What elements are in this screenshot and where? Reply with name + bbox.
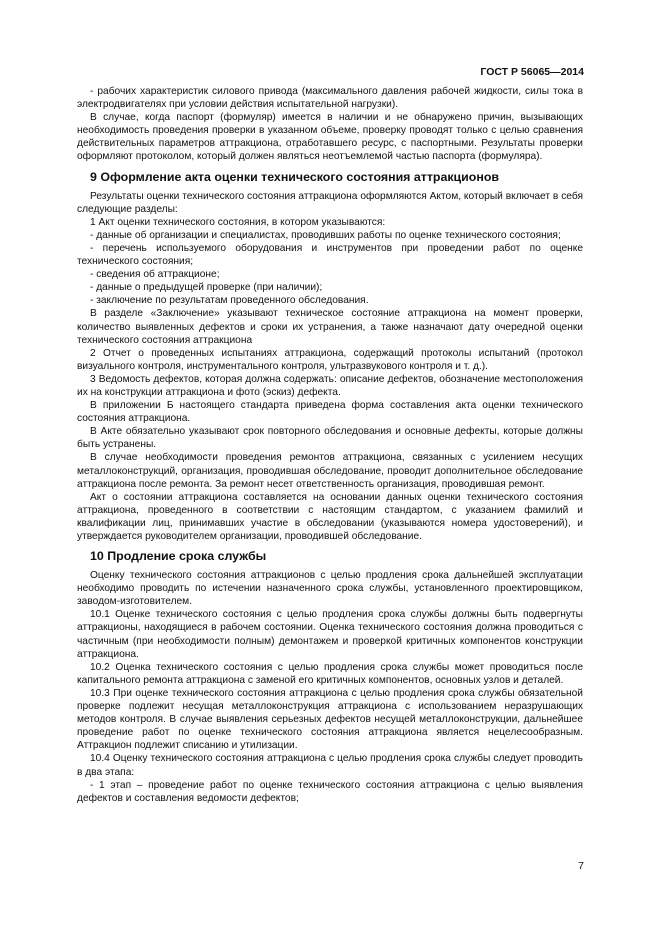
page-number: 7 [578, 860, 584, 872]
paragraph: - рабочих характеристик силового привода (максимального давления рабочей жидкости, силы тока в электродвигателях при условии действия испытательной нагрузки). [77, 86, 583, 111]
paragraph: 1 Акт оценки технического состояния, в котором указываются: [90, 216, 386, 228]
paragraph: В случае, когда паспорт (формуляр) имеется в наличии и не обнаружено причин, вызывающих необходимость проведения проверки в указанном объеме, проверку проводят только с целью сравнения действительных параметров аттракциона, отработавшего ресурс, с паспортными. Результаты проверки оформляют протоколом, который должен являться неотъемлемой частью паспорта (формуляра). [77, 112, 583, 163]
section-heading: 9 Оформление акта оценки технического состояния аттракционов [90, 169, 500, 184]
paragraph: В разделе «Заключение» указывают техническое состояние аттракциона на момент проверки, количество выявленных дефектов и сроки их устранения, а также назначают дату очередной оценки технического состояния аттракциона [77, 308, 583, 346]
paragraph: Оценку технического состояния аттракционов с целью продления срока дальнейшей эксплуатации необходимо проводить по истечении назначенного срока службы, установленного проектировщиком, заводом-изготовителем. [77, 570, 583, 608]
paragraph: 10.3 При оценке технического состояния аттракциона с целью продления срока службы обязательной проверке подлежит несущая металлоконструкция аттракциона с использованием неразрушающих методов контроля. В случае выявления серьезных дефектов несущей металлоконструкции, дальнейшее проведение работ по оценке технического состояния аттракциона является нецелесообразным. Аттракцион подлежит списанию и утилизации. [77, 687, 583, 752]
list-item: - сведения об аттракционе; [90, 269, 220, 281]
paragraph: Результаты оценки технического состояния аттракциона оформляются Актом, который включает в себя следующие разделы: [77, 190, 583, 215]
standard-code-header: ГОСТ Р 56065—2014 [480, 66, 584, 78]
list-item: - данные о предыдущей проверке (при наличии); [90, 282, 323, 294]
paragraph: 10.2 Оценка технического состояния с целью продления срока службы может проводиться после капитального ремонта аттракциона с заменой его критичных компонентов, основных узлов и деталей. [77, 661, 583, 686]
document-body [77, 85, 583, 805]
paragraph: Акт о состоянии аттракциона составляется на основании данных оценки технического состояния аттракциона, проведенного в соответствии с настоящим стандартом, с указанием фамилий и квалификации лиц, принимавших участие в обследовании (указываются номера удостоверений), и утверждается руководителем организации, проводившей обследование. [77, 491, 583, 542]
paragraph: В случае необходимости проведения ремонтов аттракциона, связанных с усилением несущих металлоконструкций, организация, проводившая обследование, проводит дополнительное обследование аттракциона после ремонта. За ремонт несет ответственность организация, проводившая ремонт. [77, 452, 583, 490]
paragraph: 2 Отчет о проведенных испытаниях аттракциона, содержащий протоколы испытаний (протокол визуального контроля, инструментального контроля, ультразвукового контроля и т. д.). [77, 347, 583, 372]
list-item: - перечень используемого оборудования и инструментов при проведении работ по оценке технического состояния; [77, 242, 583, 268]
paragraph: 10.1 Оценке технического состояния с целью продления срока службы должны быть подвергнуты аттракционы, находящиеся в рабочем состоянии. Оценка технического состояния должна проводиться с частичным (при необходимости полным) демонтажем и проверкой критичных компонентов конструкции аттракциона. [77, 609, 583, 660]
list-item: - данные об организации и специалистах, проводивших работы по оценке технического состояния; [90, 229, 561, 241]
paragraph: 3 Ведомость дефектов, которая должна содержать: описание дефектов, обозначение местоположения их на конструкции аттракциона и фото (эскиз) дефекта. [77, 373, 583, 398]
paragraph: В Акте обязательно указывают срок повторного обследования и основные дефекты, которые должны быть устранены. [77, 426, 583, 451]
paragraph: В приложении Б настоящего стандарта приведена форма составления акта оценки технического состояния аттракциона. [77, 400, 583, 425]
paragraph: 10.4 Оценку технического состояния аттракциона с целью продления срока службы следует проводить в два этапа: [77, 753, 583, 778]
section-heading: 10 Продление срока службы [90, 549, 267, 564]
list-item: - заключение по результатам проведенного обследования. [90, 295, 369, 307]
list-item: - 1 этап – проведение работ по оценке технического состояния аттракциона с целью выявления дефектов и составления ведомости дефектов; [77, 779, 583, 804]
